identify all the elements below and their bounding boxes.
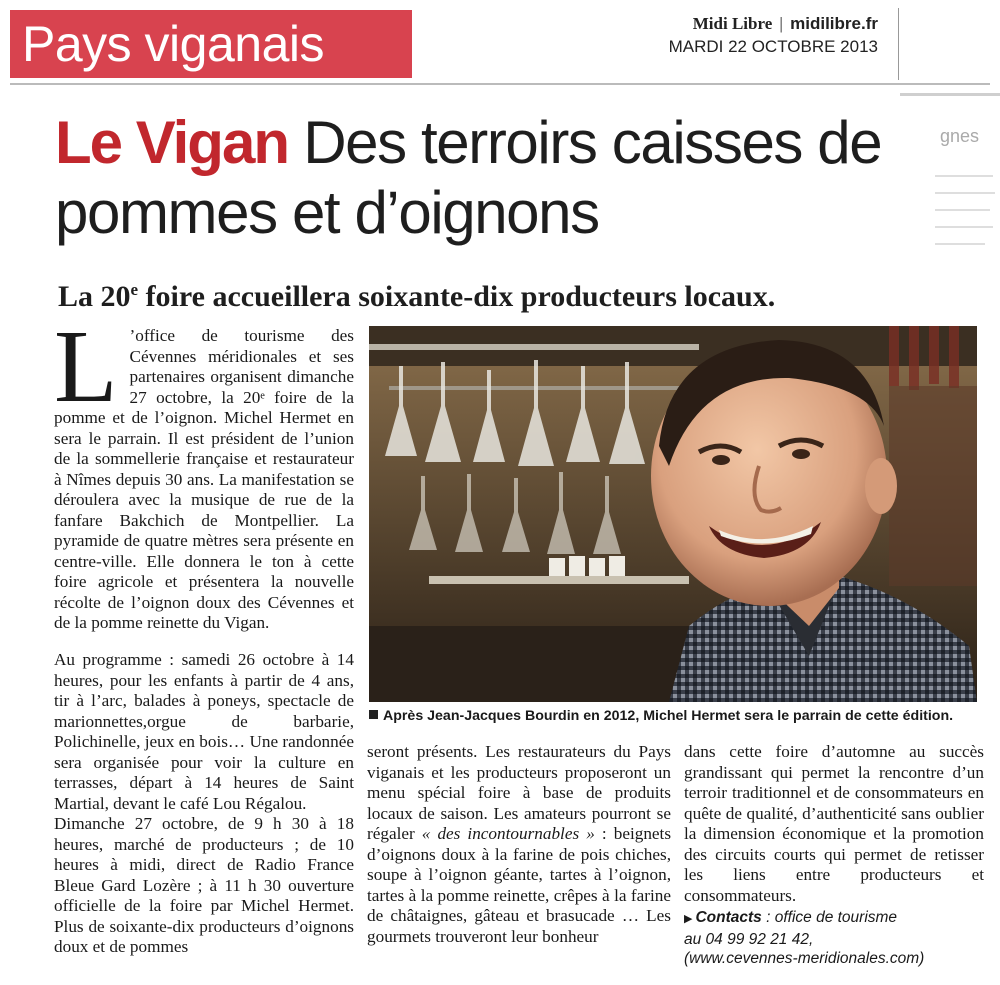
deck-ordinal: e: [130, 280, 139, 299]
adjacent-page-line: [935, 209, 990, 211]
contacts-text: : office de tourisme: [761, 909, 898, 926]
adjacent-page-rule: [900, 93, 1000, 96]
adjacent-page-fragment: gnes: [940, 126, 980, 146]
photo-illustration: [369, 326, 977, 702]
article-column-1: [54, 326, 354, 648]
paragraph-sunday: Dimanche 27 octobre, de 9 h 30 à 18 heures, marché de producteurs ; de 10 heures à midi, direct de Radio France Bleue Gard Lozère ; à 11 h 30 ouverture officielle de la foire par Michel Hermet. Plus de soixante-dix producteurs d’oignons doux et de pommes: [54, 814, 354, 956]
contacts-website: (www.cevennes-meridionales.com): [684, 950, 925, 967]
col2-quote: « des incontournables »: [421, 824, 595, 843]
col2-text-start: seront présents. Les restaurateurs du Pays viganais et les producteurs proposeront un menu spécial foire à base de produits locaux de saison. Les amateurs pourront se régaler: [367, 742, 671, 843]
article-photo: [369, 326, 977, 702]
article-column-1-continued: [54, 650, 354, 972]
article-column-2: [367, 742, 671, 974]
paragraph-program: Au programme : samedi 26 octobre à 14 heures, pour les enfants à partir de 4 ans, tir à l’arc, balades à poneys, spectacle de marionnettes,orgue de barbarie, Polichinelle, jeux en bois… Une randonnée sera organisée pour voir la culture en terrasses, départ à 14 heures de Saint Martial, devant le café Lou Régalou.: [54, 650, 354, 813]
newspaper-website: midilibre.fr: [790, 14, 878, 33]
newspaper-name: Midi Libre: [692, 14, 773, 33]
contacts-label: Contacts: [695, 909, 762, 926]
contacts-line: [684, 908, 984, 930]
paragraph-intro: ’office de tourisme des Cévennes méridionales et ses partenaires organisent dimanche 27 octobre, la 20ᵉ foire de la pomme et de l’oignon. Michel Hermet en sera le parrain. Il est président de l’union de la sommellerie française et restaurateur à Nîmes depuis 30 ans. La manifestation se déroulera avec la musique de rue de la fanfare Bakchich de Montpellier. La pyramide de quatre mètres sera présente en centre-ville. Elle donnera le ton à cette foire agricole et présentera la nouvelle récolte de l’oignon doux des Cévennes et de la pomme reinette du Vigan.: [54, 326, 354, 632]
caption-text: Après Jean-Jacques Bourdin en 2012, Michel Hermet sera le parrain de cette édition.: [383, 708, 954, 724]
deck-text-start: La 20: [58, 280, 131, 313]
paragraph-restaurants: [367, 742, 671, 947]
deck-subtitle: [58, 272, 938, 315]
headline: [55, 108, 895, 248]
header-divider: [898, 8, 899, 80]
paragraph-conclusion: dans cette foire d’automne au succès grandissant qui permet la rencontre d’un terroir traditionnel et de consommateurs en quête de qualité, d’authenticité sans oublier la dimension économique et la promotion des circuits courts qui permet de retisser les liens entre producteurs et consommateurs.: [684, 742, 984, 905]
adjacent-page-line: [935, 175, 993, 177]
headline-text: Des terroirs caisses de pommes et d’oignons: [55, 109, 882, 246]
deck-text-end: foire accueillera soixante-dix producteurs locaux.: [138, 280, 776, 313]
headline-kicker: Le Vigan: [55, 109, 288, 176]
masthead-brand-line: [669, 14, 878, 34]
masthead: [669, 14, 878, 58]
contacts-arrow-icon: ▶: [684, 913, 693, 925]
drop-cap: L: [54, 326, 118, 424]
section-title: Pays viganais: [22, 16, 324, 72]
adjacent-page-line: [935, 243, 985, 245]
contacts-phone: au 04 99 92 21 42,: [684, 930, 814, 948]
col2-text-end: : beignets d’oignons doux à la farine de pois chiches, soupe à l’oignon géante, tartes à l’oignon, tartes à la pomme reinette, crêpes à la farine de châtaignes, gâteau et brasucade … Les gourmets trouveront leur bonheur: [367, 824, 671, 946]
contacts-block: [684, 908, 984, 969]
caption-bullet-icon: [369, 710, 378, 719]
article-column-3: [684, 742, 984, 974]
publication-date: MARDI 22 OCTOBRE 2013: [668, 37, 878, 56]
photo-caption: [369, 707, 977, 725]
adjacent-page-line: [935, 226, 993, 228]
header-rule: [10, 83, 990, 85]
masthead-separator: |: [778, 14, 784, 33]
adjacent-page-line: [935, 192, 995, 194]
